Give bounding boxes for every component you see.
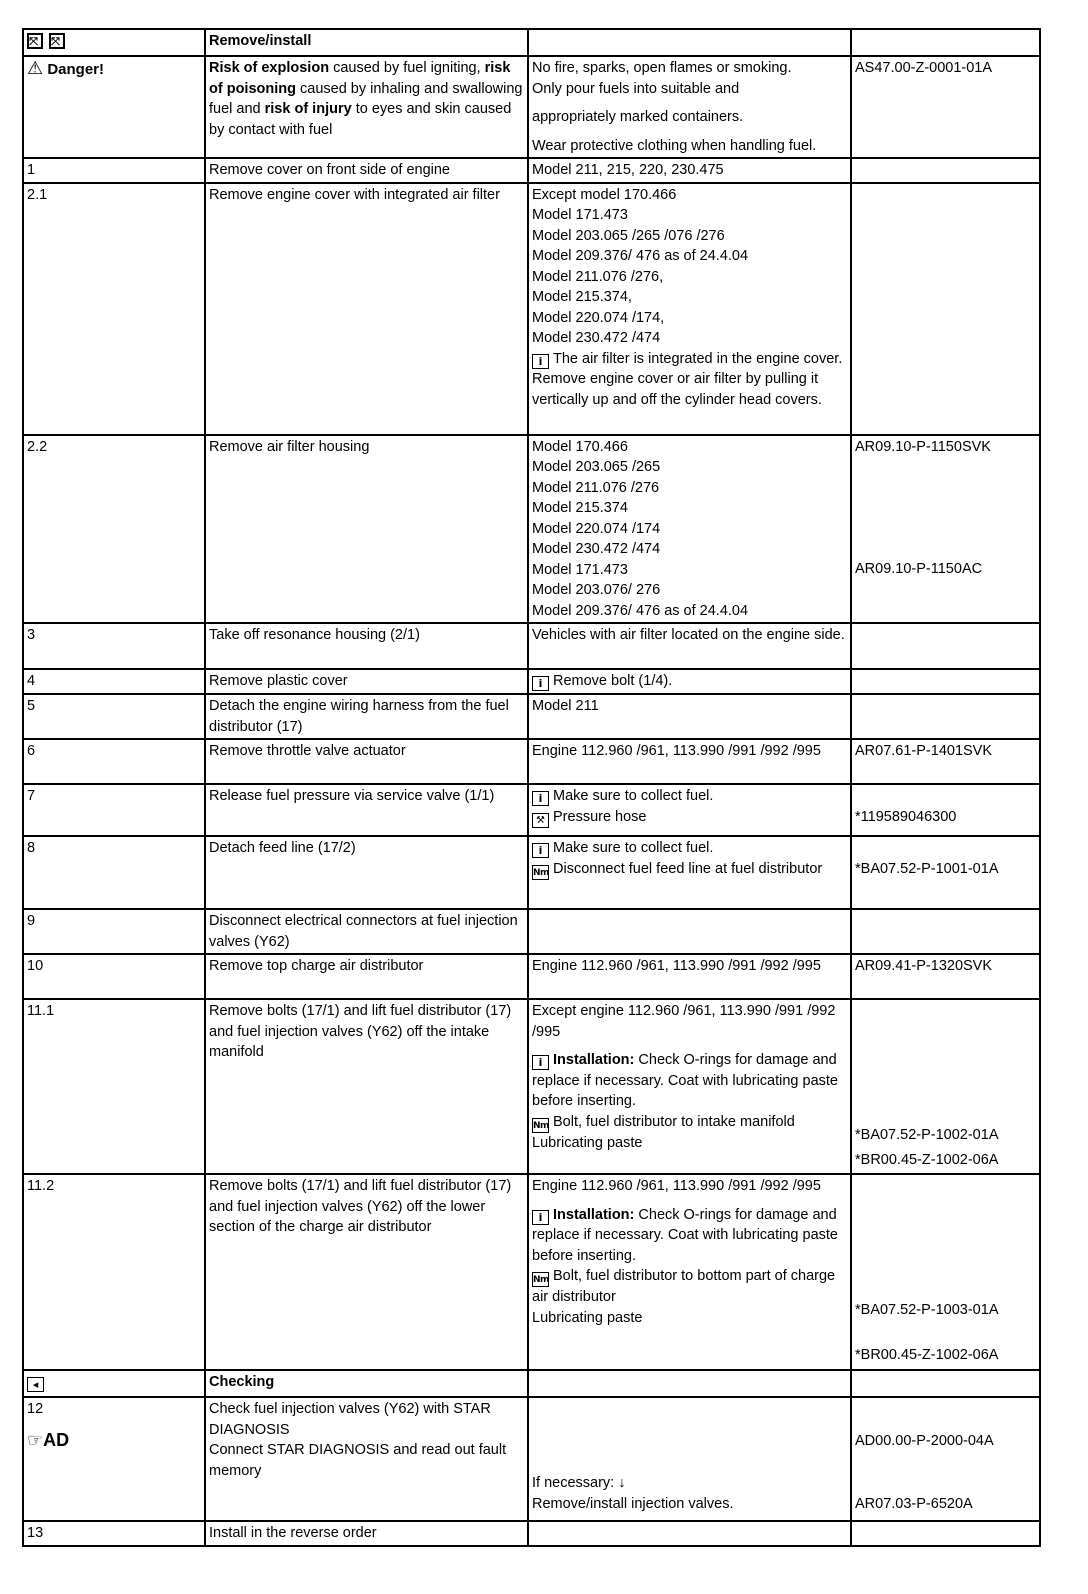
step-number: 4 (23, 669, 205, 694)
info-icon: i (532, 1055, 549, 1070)
step-ref: AR09.10-P-1150SVK AR09.10-P-1150AC (851, 435, 1040, 624)
step-number: 7 (23, 784, 205, 836)
step-number: 11.1 (23, 999, 205, 1174)
step-number: 1 (23, 158, 205, 183)
step-row (23, 739, 1040, 784)
step-number: 8 (23, 836, 205, 909)
danger-notes: No fire, sparks, open flames or smoking. Only pour fuels into suitable and appropriately marked containers. Wear protective clothing when handling fuel. (528, 56, 851, 158)
step-note: If necessary: ↓ Remove/install injection valves. (528, 1397, 851, 1521)
remove-install-icon: ⤧ (27, 33, 43, 49)
info-icon: i (532, 843, 549, 858)
step-number: 9 (23, 909, 205, 954)
step-note: i Make sure to collect fuel. ⚒ Pressure hose (528, 784, 851, 836)
step-number: 11.2 (23, 1174, 205, 1370)
arrow-down-icon: ↓ (618, 1475, 626, 1491)
info-icon: i (532, 1210, 549, 1225)
procedure-table (22, 28, 1041, 1547)
step-note: Model 211 (528, 694, 851, 739)
step-ref: *BA07.52-P-1003-01A *BR00.45-Z-1002-06A (851, 1174, 1040, 1370)
step-action: Detach feed line (17/2) (205, 836, 528, 909)
step-note: i Remove bolt (1/4). (528, 669, 851, 694)
special-tool-icon: ⚒ (532, 813, 549, 828)
step-number: 12 (27, 1401, 44, 1417)
step-row (23, 784, 1040, 836)
step-row (23, 623, 1040, 669)
step-number: 5 (23, 694, 205, 739)
torque-nm-icon: Nm (532, 1272, 549, 1287)
step-row (23, 1174, 1040, 1370)
step-action: Remove air filter housing (205, 435, 528, 624)
checking-icon: ◂ (27, 1377, 44, 1392)
step-action: Disconnect electrical connectors at fuel injection valves (Y62) (205, 909, 528, 954)
step-number: 2.1 (23, 183, 205, 435)
header-row (23, 29, 1040, 56)
step-number-cell (23, 1397, 205, 1521)
step-number: 13 (23, 1521, 205, 1546)
info-icon: i (532, 354, 549, 369)
step-number: 10 (23, 954, 205, 999)
step-note: Vehicles with air filter located on the engine side. (528, 623, 851, 669)
step-note: Engine 112.960 /961, 113.990 /991 /992 /995 i Installation: Check O-rings for damage and replace if necessary. Coat with lubricating paste before inserting. Nm Bolt, fuel distributor to bottom part of charge air distributor Lubricating paste (528, 1174, 851, 1370)
step-row (23, 909, 1040, 954)
step-note: Engine 112.960 /961, 113.990 /991 /992 /995 (528, 954, 851, 999)
step-row (23, 669, 1040, 694)
step-note: Engine 112.960 /961, 113.990 /991 /992 /995 (528, 739, 851, 784)
step-action: Remove engine cover with integrated air filter (205, 183, 528, 435)
step-action: Remove cover on front side of engine (205, 158, 528, 183)
header-icons-cell (23, 29, 205, 56)
step-row (23, 1397, 1040, 1521)
info-icon: i (532, 676, 549, 691)
step-row (23, 435, 1040, 624)
step-action: Remove bolts (17/1) and lift fuel distributor (17) and fuel injection valves (Y62) off the intake manifold (205, 999, 528, 1174)
step-action: Check fuel injection valves (Y62) with STAR DIAGNOSIS Connect STAR DIAGNOSIS and read out fault memory (205, 1397, 528, 1521)
step-ref: AD00.00-P-2000-04A AR07.03-P-6520A (851, 1397, 1040, 1521)
step-action: Detach the engine wiring harness from the fuel distributor (17) (205, 694, 528, 739)
danger-ref: AS47.00-Z-0001-01A (851, 56, 1040, 158)
remove-install-icon: ⤧ (49, 33, 65, 49)
step-action: Release fuel pressure via service valve (1/1) (205, 784, 528, 836)
step-ref: *BA07.52-P-1001-01A (851, 836, 1040, 909)
checking-title: Checking (205, 1370, 528, 1397)
step-number: 6 (23, 739, 205, 784)
step-row (23, 183, 1040, 435)
torque-nm-icon: Nm (532, 865, 549, 880)
step-action: Take off resonance housing (2/1) (205, 623, 528, 669)
warning-triangle-icon: ⚠ (27, 58, 44, 78)
step-row (23, 158, 1040, 183)
torque-nm-icon: Nm (532, 1118, 549, 1133)
step-ref: AR09.41-P-1320SVK (851, 954, 1040, 999)
step-row (23, 954, 1040, 999)
step-action: Remove bolts (17/1) and lift fuel distributor (17) and fuel injection valves (Y62) off the lower section of the charge air distributor (205, 1174, 528, 1370)
checking-row (23, 1370, 1040, 1397)
step-row (23, 999, 1040, 1174)
step-number: 2.2 (23, 435, 205, 624)
step-note: Model 211, 215, 220, 230.475 (528, 158, 851, 183)
step-ref: *BA07.52-P-1002-01A *BR00.45-Z-1002-06A (851, 999, 1040, 1174)
step-row (23, 694, 1040, 739)
step-row (23, 1521, 1040, 1546)
step-action: Install in the reverse order (205, 1521, 528, 1546)
header-title: Remove/install (205, 29, 528, 56)
info-icon: i (532, 791, 549, 806)
step-row (23, 836, 1040, 909)
step-note: Model 170.466 Model 203.065 /265 Model 211.076 /276 Model 215.374 Model 220.074 /174 Model 230.472 /474 Model 171.473 Model 203.076/ 276 Model 209.376/ 476 as of 24.4.04 (528, 435, 851, 624)
danger-row (23, 56, 1040, 158)
step-note: Except model 170.466 Model 171.473 Model 203.065 /265 /076 /276 Model 209.376/ 476 as of 24.4.04 Model 211.076 /276, Model 215.374, Model 220.074 /174, Model 230.472 /474 i The air filter is integrated in the engine cover. Remove engine cover or air filter by pulling it vertically up and off the cylinder head covers. (528, 183, 851, 435)
step-note: i Make sure to collect fuel. Nm Disconnect fuel feed line at fuel distributor (528, 836, 851, 909)
danger-text: Risk of explosion caused by fuel igniting, risk of poisoning caused by inhaling and swallowing fuel and risk of injury to eyes and skin caused by contact with fuel (205, 56, 528, 158)
pointing-hand-icon: ☞ (27, 1429, 44, 1450)
danger-label: Danger! (47, 61, 104, 78)
step-action: Remove plastic cover (205, 669, 528, 694)
ad-label: AD (43, 1429, 70, 1450)
step-number: 3 (23, 623, 205, 669)
step-action: Remove top charge air distributor (205, 954, 528, 999)
step-ref: AR07.61-P-1401SVK (851, 739, 1040, 784)
step-note: Except engine 112.960 /961, 113.990 /991 /992 /995 i Installation: Check O-rings for damage and replace if necessary. Coat with lubricating paste before inserting. Nm Bolt, fuel distributor to intake manifold Lubricating paste (528, 999, 851, 1174)
step-action: Remove throttle valve actuator (205, 739, 528, 784)
step-ref: *119589046300 (851, 784, 1040, 836)
